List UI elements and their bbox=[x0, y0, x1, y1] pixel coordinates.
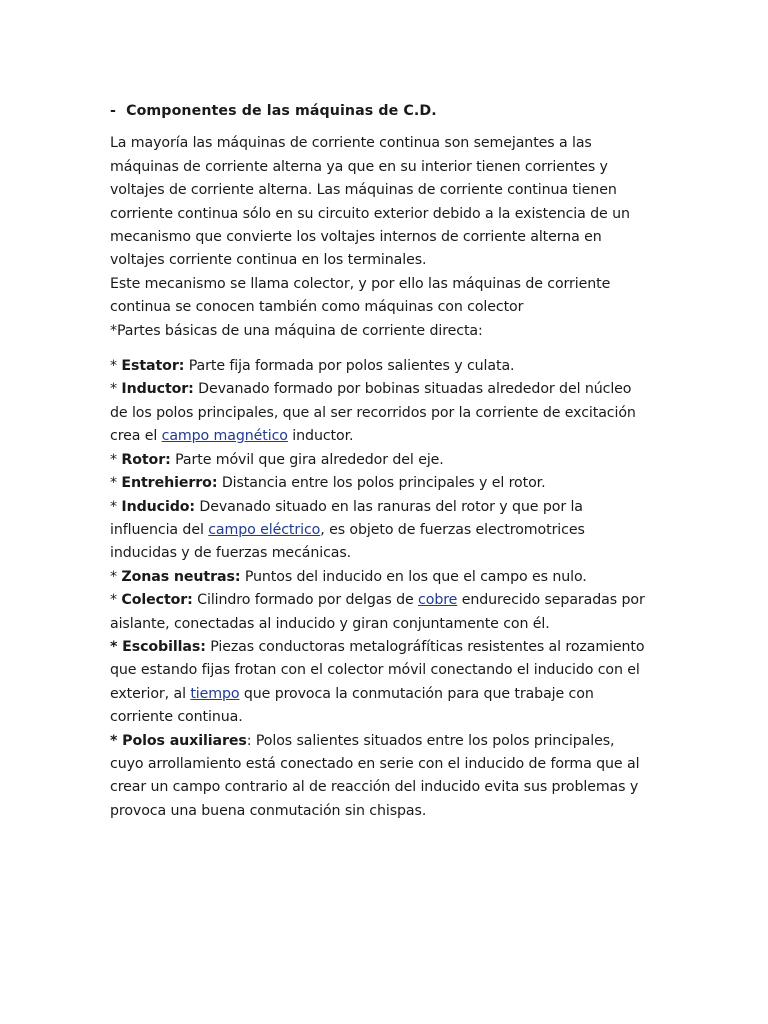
cobre-link[interactable]: cobre bbox=[418, 592, 458, 609]
bullet: * bbox=[110, 451, 122, 468]
part-text: Cilindro formado por delgas de bbox=[192, 592, 419, 609]
document-page bbox=[110, 100, 658, 823]
bullet: * bbox=[110, 568, 122, 585]
part-line: inducidas y de fuerzas mecánicas. bbox=[110, 545, 352, 562]
part-estator bbox=[110, 355, 658, 378]
part-term: Inductor: bbox=[121, 381, 194, 398]
part-rotor bbox=[110, 449, 658, 472]
part-term: Inducido: bbox=[121, 498, 195, 515]
intro-line: continua se conocen también como máquinas con colector bbox=[110, 299, 524, 316]
part-line: aislante, conectadas al inducido y giran conjuntamente con él. bbox=[110, 615, 550, 632]
campo-magnetico-link[interactable]: campo magnético bbox=[161, 428, 288, 445]
part-text: que provoca la conmutación para que trabaje con bbox=[239, 685, 594, 702]
intro-line: corriente continua sólo en su circuito exterior debido a la existencia de un bbox=[110, 205, 630, 222]
part-colector bbox=[110, 589, 658, 636]
part-text: endurecido separadas por bbox=[457, 592, 645, 609]
campo-electrico-link[interactable]: campo eléctrico bbox=[208, 521, 321, 538]
part-zonas-neutras bbox=[110, 566, 658, 589]
part-term: Rotor: bbox=[121, 451, 171, 468]
part-line: cuyo arrollamiento está conectado en serie con el inducido de forma que al bbox=[110, 755, 640, 772]
part-text: , es objeto de fuerzas electromotrices bbox=[320, 521, 585, 538]
part-text: crea el bbox=[110, 428, 162, 445]
part-term: Estator: bbox=[121, 358, 185, 375]
part-polos-auxiliares bbox=[110, 730, 658, 824]
part-line bbox=[110, 449, 658, 472]
bullet: * bbox=[110, 475, 122, 492]
part-line: que estando fijas frotan con el colector móvil conectando el inducido con el bbox=[110, 662, 640, 679]
intro-paragraph bbox=[110, 132, 658, 343]
part-inducido bbox=[110, 496, 658, 566]
part-term: Zonas neutras: bbox=[121, 568, 241, 585]
part-text: Parte móvil que gira alrededor del eje. bbox=[170, 451, 444, 468]
part-entrehierro bbox=[110, 472, 658, 495]
intro-line: La mayoría las máquinas de corriente continua son semejantes a las bbox=[110, 135, 592, 152]
tiempo-link[interactable]: tiempo bbox=[190, 685, 240, 702]
bullet: * bbox=[110, 381, 122, 398]
part-line bbox=[110, 519, 658, 542]
part-text: exterior, al bbox=[110, 685, 191, 702]
intro-line: Este mecanismo se llama colector, y por ello las máquinas de corriente bbox=[110, 275, 611, 292]
part-line bbox=[110, 472, 658, 495]
part-text: Devanado situado en las ranuras del rotor y que por la bbox=[195, 498, 583, 515]
bullet: * bbox=[110, 592, 122, 609]
part-line bbox=[110, 636, 658, 659]
intro-line: voltajes corriente continua en los terminales. bbox=[110, 252, 427, 269]
part-line bbox=[110, 378, 658, 401]
part-line bbox=[110, 683, 658, 706]
part-term: Colector: bbox=[121, 592, 193, 609]
part-term: Entrehierro: bbox=[121, 475, 218, 492]
section-heading: - Componentes de las máquinas de C.D. bbox=[110, 103, 437, 119]
part-line bbox=[110, 496, 658, 519]
part-escobillas bbox=[110, 636, 658, 730]
intro-line: mecanismo que convierte los voltajes internos de corriente alterna en bbox=[110, 229, 602, 246]
bullet: * bbox=[110, 498, 122, 515]
part-line bbox=[110, 355, 658, 378]
part-text: influencia del bbox=[110, 521, 209, 538]
intro-line: máquinas de corriente alterna ya que en su interior tienen corrientes y bbox=[110, 158, 608, 175]
part-text: inductor. bbox=[287, 428, 354, 445]
bullet: * bbox=[110, 358, 122, 375]
part-term: * Polos auxiliares bbox=[110, 732, 247, 749]
parts-intro-line: *Partes básicas de una máquina de corriente directa: bbox=[110, 322, 483, 339]
part-text: : Polos salientes situados entre los polos principales, bbox=[246, 732, 615, 749]
part-line bbox=[110, 425, 658, 448]
part-text: Piezas conductoras metalográfíticas resistentes al rozamiento bbox=[205, 638, 645, 655]
part-line: de los polos principales, que al ser recorridos por la corriente de excitación bbox=[110, 404, 636, 421]
part-text: Puntos del inducido en los que el campo es nulo. bbox=[240, 568, 587, 585]
part-line bbox=[110, 730, 658, 753]
part-line: corriente continua. bbox=[110, 709, 243, 726]
part-line bbox=[110, 589, 658, 612]
parts-list bbox=[110, 355, 658, 823]
intro-line: voltajes de corriente alterna. Las máquinas de corriente continua tienen bbox=[110, 182, 617, 199]
part-line bbox=[110, 566, 658, 589]
part-text: Distancia entre los polos principales y el rotor. bbox=[217, 475, 546, 492]
part-line: crear un campo contrario al de reacción del inducido evita sus problemas y bbox=[110, 779, 639, 796]
part-term: * Escobillas: bbox=[110, 638, 206, 655]
part-text: Parte fija formada por polos salientes y culata. bbox=[184, 358, 515, 375]
part-line: provoca una buena conmutación sin chispas. bbox=[110, 802, 427, 819]
part-inductor bbox=[110, 378, 658, 448]
part-text: Devanado formado por bobinas situadas alrededor del núcleo bbox=[193, 381, 632, 398]
